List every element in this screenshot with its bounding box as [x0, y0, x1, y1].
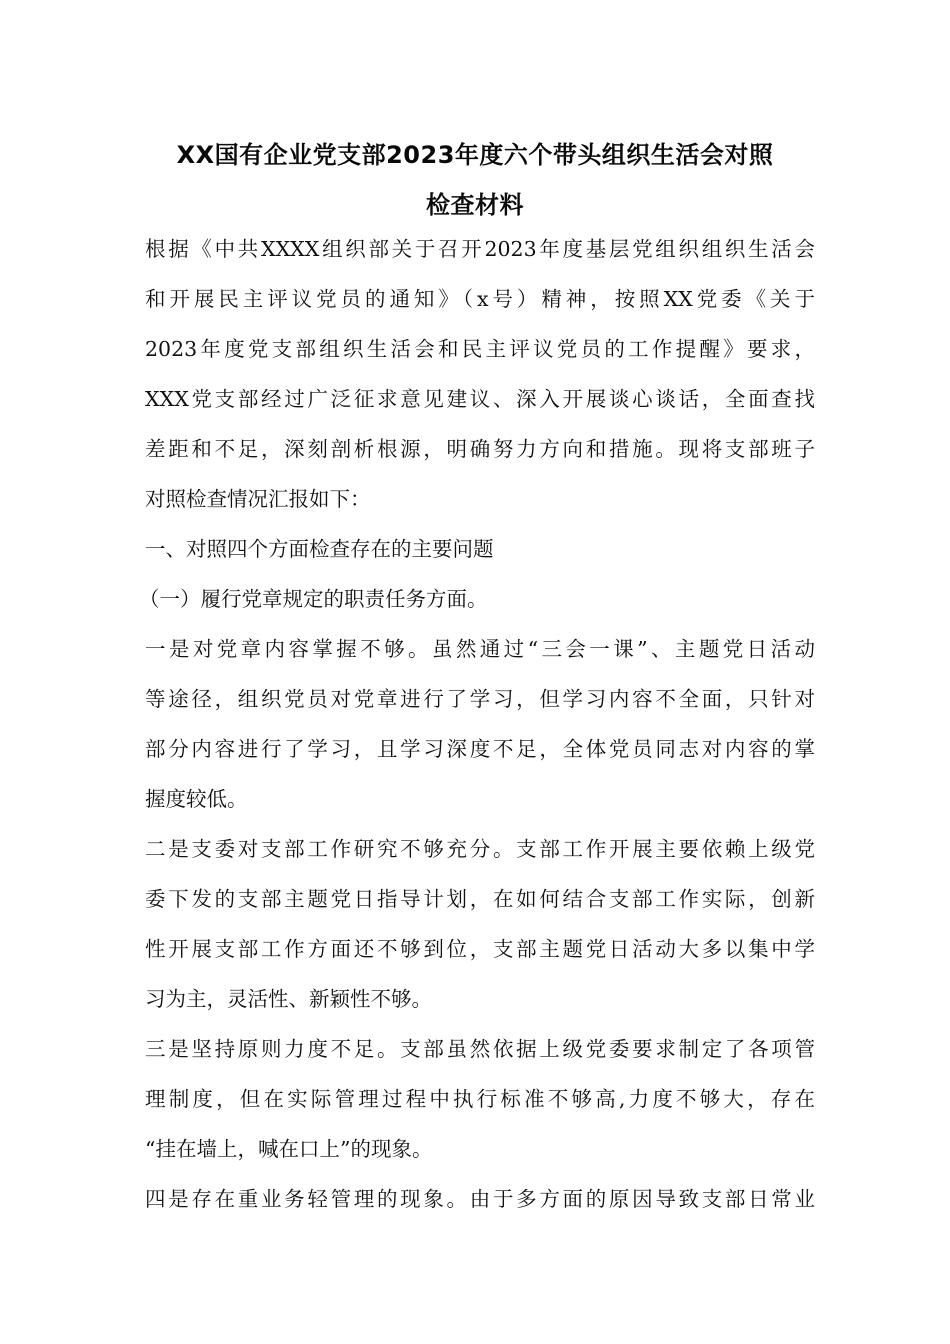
body-line: 根据《中共XXXX组织部关于召开2023年度基层党组织组织生活会	[145, 237, 815, 261]
body-line: 差距和不足，深刻剖析根源，明确努力方向和措施。现将支部班子	[145, 437, 815, 461]
body-line: 三是坚持原则力度不足。支部虽然依据上级党委要求制定了各项管	[145, 1037, 815, 1061]
body-line: 握度较低。	[145, 787, 248, 811]
document-title-line-2: 检查材料	[426, 191, 524, 219]
body-line: 一是对党章内容掌握不够。虽然通过“三会一课”、主题党日活动	[145, 637, 815, 661]
body-line: XXX党支部经过广泛征求意见建议、深入开展谈心谈话，全面查找	[145, 387, 815, 411]
document-title-line-1: XX国有企业党支部2023年度六个带头组织生活会对照	[176, 141, 774, 169]
body-line: 部分内容进行了学习，且学习深度不足，全体党员同志对内容的掌	[145, 737, 815, 761]
body-line: 和开展民主评议党员的通知》（x号）精神，按照XX党委《关于	[145, 287, 815, 311]
body-line: 理制度，但在实际管理过程中执行标准不够高,力度不够大，存在	[145, 1087, 815, 1111]
body-line: 二是支委对支部工作研究不够充分。支部工作开展主要依赖上级党	[145, 837, 815, 861]
body-line: “挂在墙上，喊在口上”的现象。	[145, 1137, 433, 1161]
body-line: 对照检查情况汇报如下：	[145, 487, 371, 511]
document-body	[139, 230, 815, 1230]
body-line: 委下发的支部主题党日指导计划，在如何结合支部工作实际，创新	[145, 887, 815, 911]
body-line: 性开展支部工作方面还不够到位，支部主题党日活动大多以集中学	[145, 937, 815, 961]
body-line: 等途径，组织党员对党章进行了学习，但学习内容不全面，只针对	[145, 687, 815, 711]
body-line: 一、对照四个方面检查存在的主要问题	[145, 537, 494, 561]
body-line: 四是存在重业务轻管理的现象。由于多方面的原因导致支部日常业	[145, 1187, 815, 1211]
body-line: 习为主，灵活性、新颖性不够。	[145, 987, 432, 1011]
body-line: （一）履行党章规定的职责任务方面。	[139, 587, 488, 611]
body-line: 2023年度党支部组织生活会和民主评议党员的工作提醒》要求，	[145, 337, 815, 361]
